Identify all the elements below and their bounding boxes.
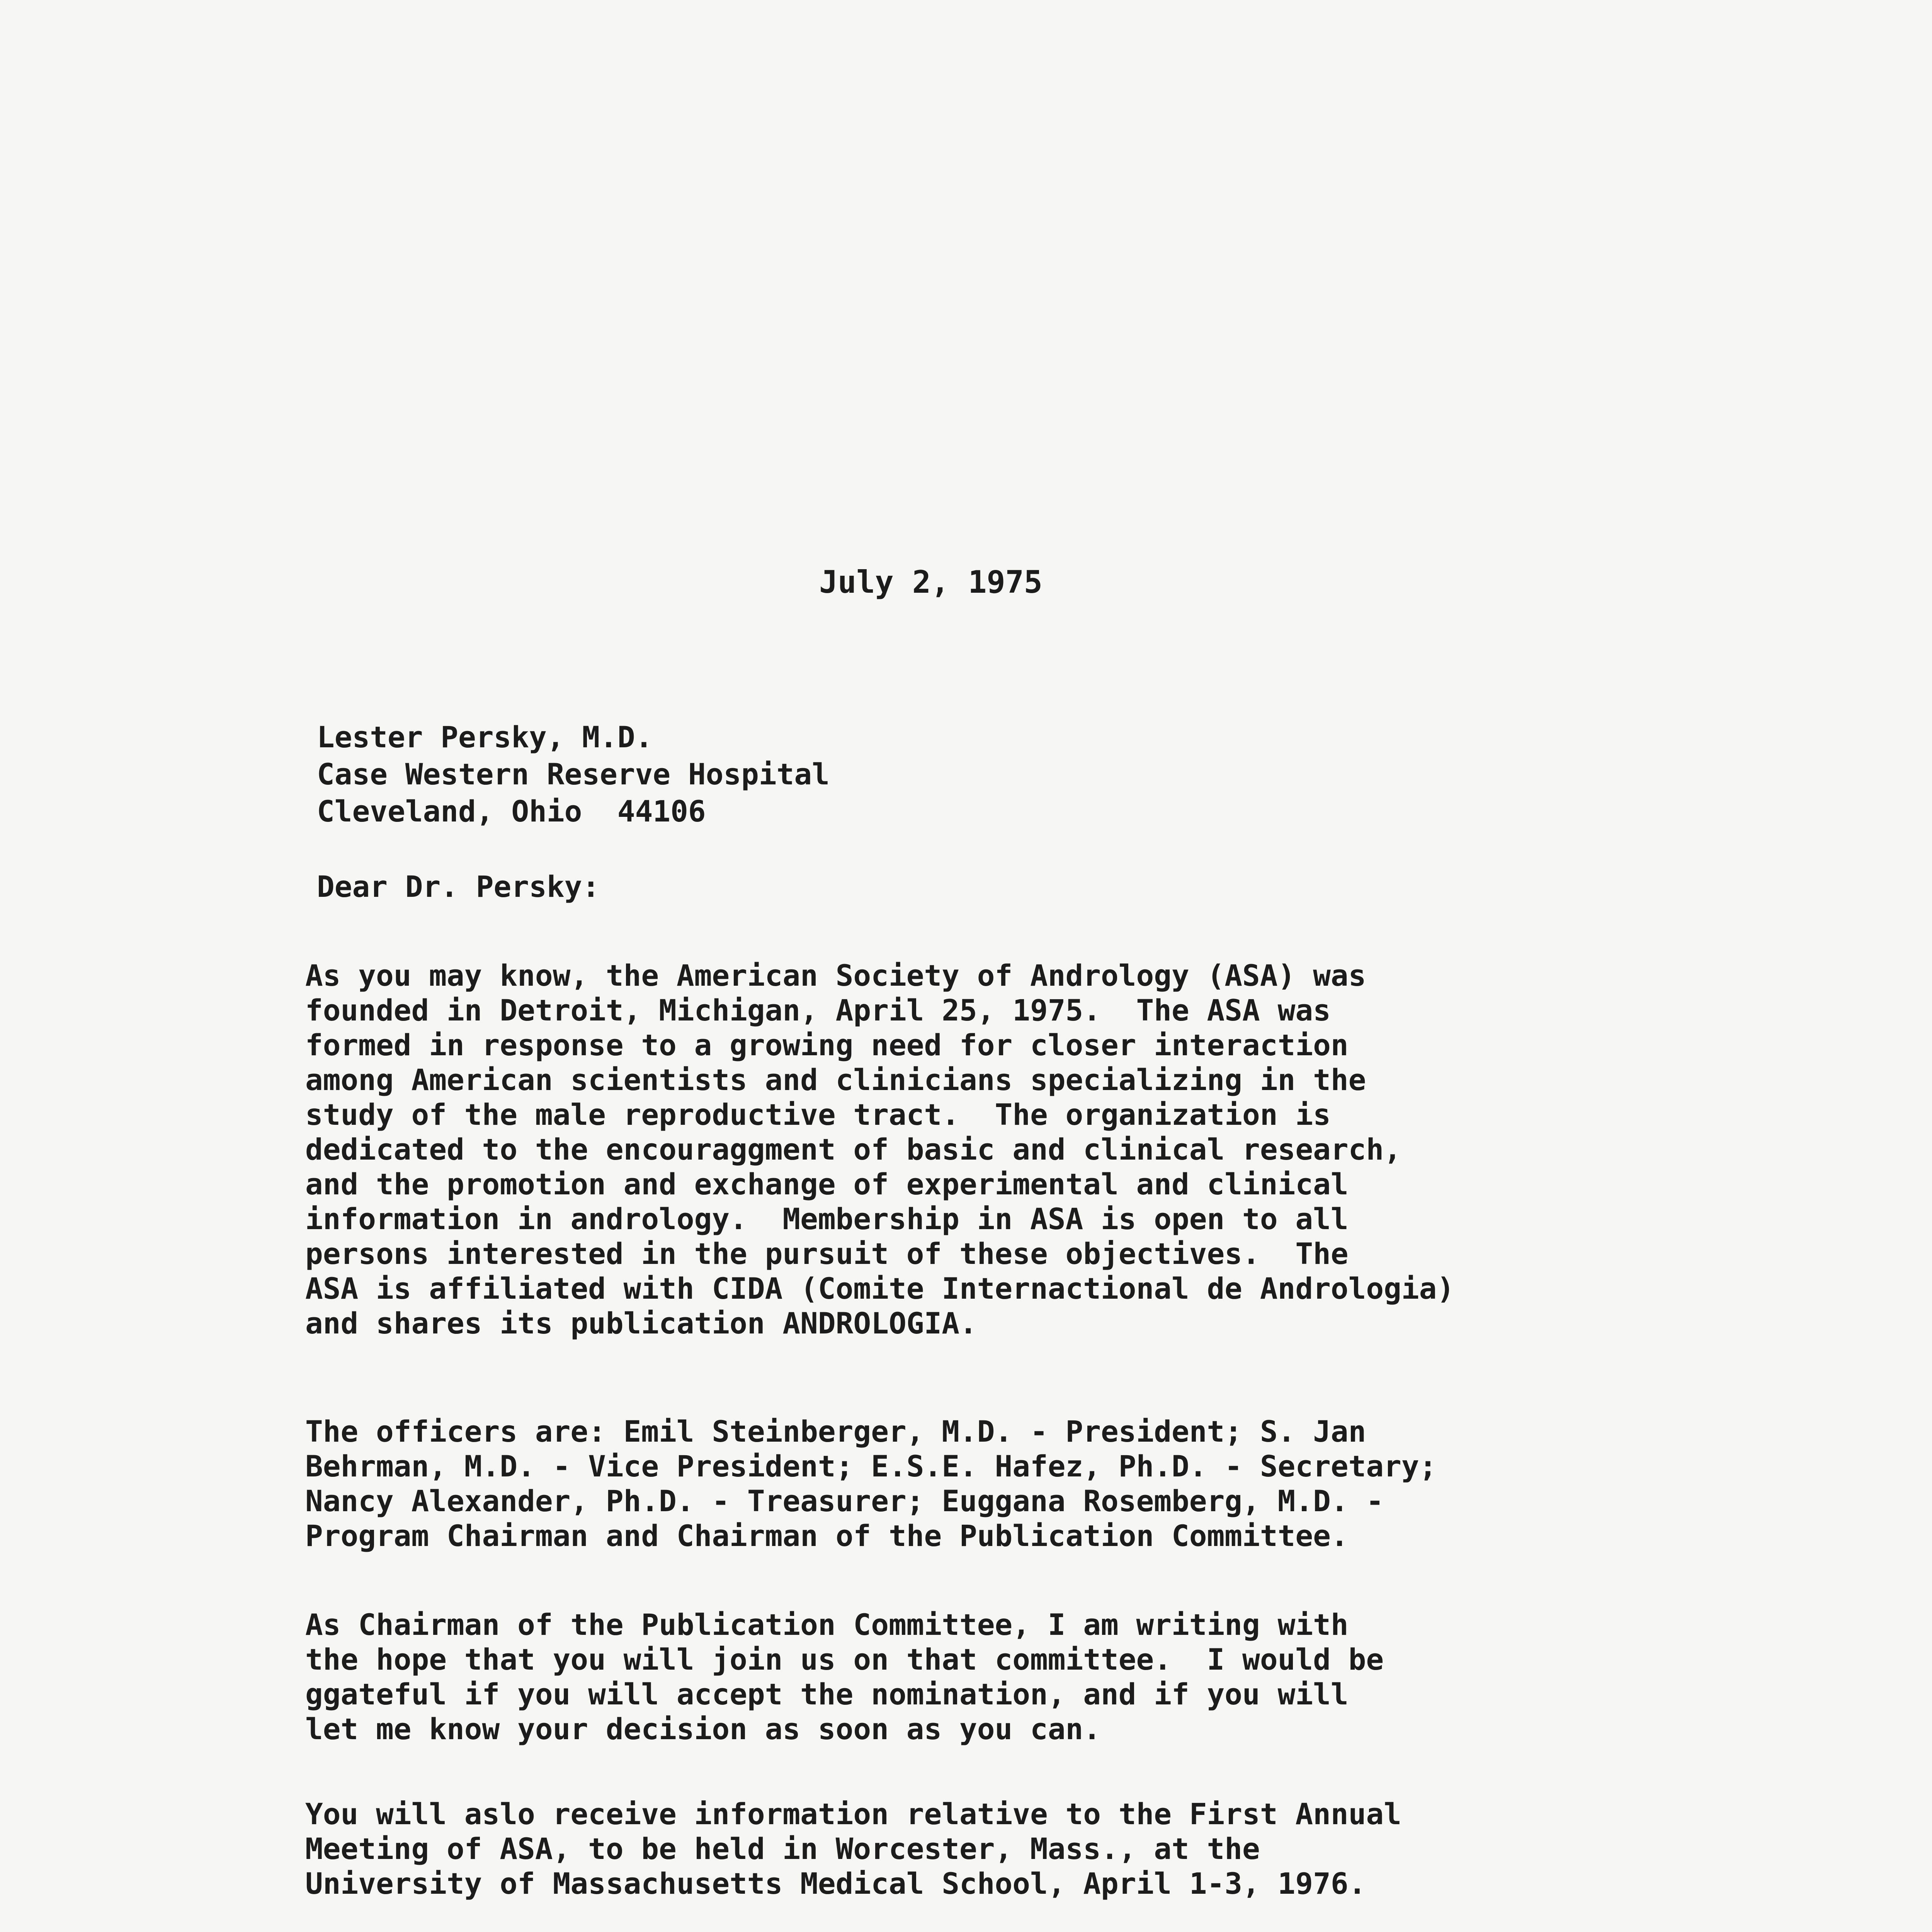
recipient-name: Lester Persky, M.D. xyxy=(317,720,653,754)
paragraph-line: and the promotion and exchange of experimental and clinical xyxy=(305,1167,1349,1201)
paragraph-line: founded in Detroit, Michigan, April 25, 1975. The ASA was xyxy=(305,993,1331,1027)
recipient-address xyxy=(317,719,830,830)
paragraph-line: let me know your decision as soon as you can. xyxy=(305,1712,1101,1746)
paragraph-line: You will aslo receive information relative to the First Annual xyxy=(305,1797,1401,1831)
paragraph-line: study of the male reproductive tract. The organization is xyxy=(305,1097,1331,1132)
paragraph-line: The officers are: Emil Steinberger, M.D. - President; S. Jan xyxy=(305,1414,1366,1449)
paragraph-line: As Chairman of the Publication Committee, I am writing with xyxy=(305,1607,1349,1642)
paragraph-line: information in andrology. Membership in ASA is open to all xyxy=(305,1202,1349,1236)
paragraph-line: and shares its publication ANDROLOGIA. xyxy=(305,1306,977,1340)
salutation: Dear Dr. Persky: xyxy=(317,869,600,904)
paragraph-line: ASA is affiliated with CIDA (Comite Internactional de Andrologia) xyxy=(305,1271,1455,1306)
paragraph-asa-founding xyxy=(305,958,1454,1341)
paragraph-line: Program Chairman and Chairman of the Publication Committee. xyxy=(305,1519,1349,1553)
paragraph-line: Behrman, M.D. - Vice President; E.S.E. Hafez, Ph.D. - Secretary; xyxy=(305,1449,1437,1483)
paragraph-line: Nancy Alexander, Ph.D. - Treasurer; Euggana Rosemberg, M.D. - xyxy=(305,1484,1384,1518)
paragraph-line: persons interested in the pursuit of these objectives. The xyxy=(305,1236,1349,1271)
paragraph-annual-meeting xyxy=(305,1797,1401,1901)
letter-date: July 2, 1975 xyxy=(819,564,1043,600)
recipient-city: Cleveland, Ohio 44106 xyxy=(317,794,706,828)
paragraph-line: formed in response to a growing need for closer interaction xyxy=(305,1028,1349,1062)
paragraph-line: University of Massachusetts Medical School, April 1-3, 1976. xyxy=(305,1866,1366,1901)
paragraph-line: ggateful if you will accept the nomination, and if you will xyxy=(305,1677,1349,1711)
paragraph-officers xyxy=(305,1414,1437,1553)
paragraph-committee-invitation xyxy=(305,1607,1384,1747)
paragraph-line: the hope that you will join us on that committee. I would be xyxy=(305,1642,1384,1677)
recipient-institution: Case Western Reserve Hospital xyxy=(317,757,830,791)
paragraph-line: Meeting of ASA, to be held in Worcester, Mass., at the xyxy=(305,1832,1260,1866)
paragraph-line: dedicated to the encouraggment of basic and clinical research, xyxy=(305,1132,1401,1167)
paragraph-line: As you may know, the American Society of Andrology (ASA) was xyxy=(305,958,1366,993)
paragraph-line: among American scientists and clinicians specializing in the xyxy=(305,1063,1366,1097)
